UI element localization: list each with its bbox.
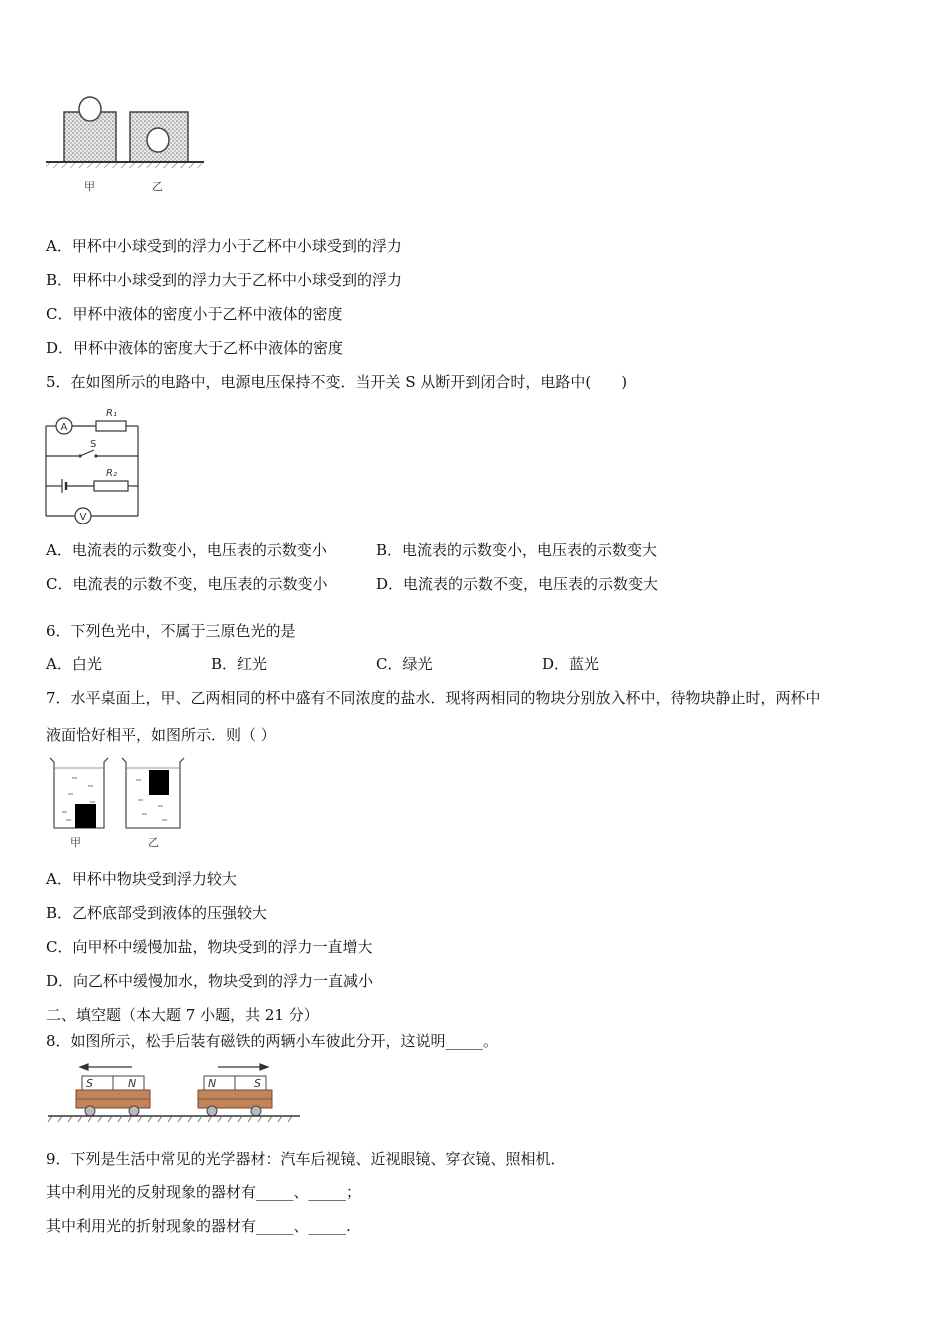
label-yi: 乙 <box>152 180 163 193</box>
label-s: S <box>90 439 97 450</box>
label-r2: R₂ <box>106 468 117 479</box>
q5-option-a: A．电流表的示数变小，电压表的示数变小 <box>46 541 327 559</box>
q9-line2: 其中利用光的反射现象的器材有_____、_____； <box>46 1183 362 1201</box>
svg-text:V: V <box>79 512 87 523</box>
resistor-r2 <box>94 481 128 491</box>
q7-stem-line1: 7．水平桌面上，甲、乙两相同的杯中盛有不同浓度的盐水．现将两相同的物块分别放入杯中，待物块静止时，两杯中 <box>46 689 821 707</box>
label-r1: R₁ <box>106 408 117 419</box>
magnet-right-s: S <box>254 1077 261 1090</box>
q5-option-b: B．电流表的示数变小，电压表的示数变大 <box>376 541 658 559</box>
q7-stem-line2: 液面恰好相平，如图所示．则（ ） <box>46 726 276 744</box>
q5-circuit-diagram <box>42 404 152 524</box>
block-jia <box>75 804 96 828</box>
q4-option-c: C．甲杯中液体的密度小于乙杯中液体的密度 <box>46 305 343 323</box>
q9-line3: 其中利用光的折射现象的器材有_____、_____. <box>46 1217 351 1235</box>
q7-option-c: C．向甲杯中缓慢加盐，物块受到的浮力一直增大 <box>46 938 373 956</box>
q7-option-d: D．向乙杯中缓慢加水，物块受到的浮力一直减小 <box>46 972 374 990</box>
q7-option-b: B．乙杯底部受到液体的压强较大 <box>46 904 268 922</box>
cup-jia <box>64 97 116 162</box>
ball-jia <box>79 97 101 121</box>
q9-stem: 9．下列是生活中常见的光学器材：汽车后视镜、近视眼镜、穿衣镜、照相机． <box>46 1150 566 1168</box>
magnet-right-n: N <box>208 1077 217 1090</box>
q5-option-c: C．电流表的示数不变，电压表的示数变小 <box>46 575 328 593</box>
q8-stem: 8．如图所示，松手后装有磁铁的两辆小车彼此分开，这说明_____。 <box>46 1032 499 1050</box>
q6-option-b: B．红光 <box>211 655 268 673</box>
q4-figure <box>44 92 214 202</box>
svg-text:A: A <box>60 422 68 433</box>
q5-option-d: D．电流表的示数不变，电压表的示数变大 <box>376 575 659 593</box>
resistor-r1 <box>96 421 126 431</box>
cup-yi <box>130 112 188 162</box>
q5-stem: 5．在如图所示的电路中，电源电压保持不变．当开关 S 从断开到闭合时，电路中( ) <box>46 373 628 391</box>
q7-option-a: A．甲杯中物块受到浮力较大 <box>46 870 237 888</box>
label-yi: 乙 <box>148 836 159 849</box>
q7-beakers-figure <box>44 756 194 854</box>
label-jia: 甲 <box>84 180 95 193</box>
q4-option-a: A．甲杯中小球受到的浮力小于乙杯中小球受到的浮力 <box>46 237 402 255</box>
switch-s <box>80 450 94 456</box>
magnet-left-n: N <box>128 1077 137 1090</box>
q8-carts-figure <box>46 1060 302 1124</box>
q4-option-d: D．甲杯中液体的密度大于乙杯中液体的密度 <box>46 339 344 357</box>
magnet-left-s: S <box>86 1077 93 1090</box>
q6-option-d: D．蓝光 <box>542 655 600 673</box>
label-jia: 甲 <box>70 836 81 849</box>
q6-option-c: C．绿光 <box>376 655 433 673</box>
block-yi <box>149 770 169 795</box>
q4-option-b: B．甲杯中小球受到的浮力大于乙杯中小球受到的浮力 <box>46 271 403 289</box>
section-title: 二、填空题（本大题 7 小题，共 21 分） <box>46 1006 319 1024</box>
q6-option-a: A．白光 <box>46 655 102 673</box>
q6-stem: 6．下列色光中，不属于三原色光的是 <box>46 622 296 640</box>
ball-yi <box>147 128 169 152</box>
